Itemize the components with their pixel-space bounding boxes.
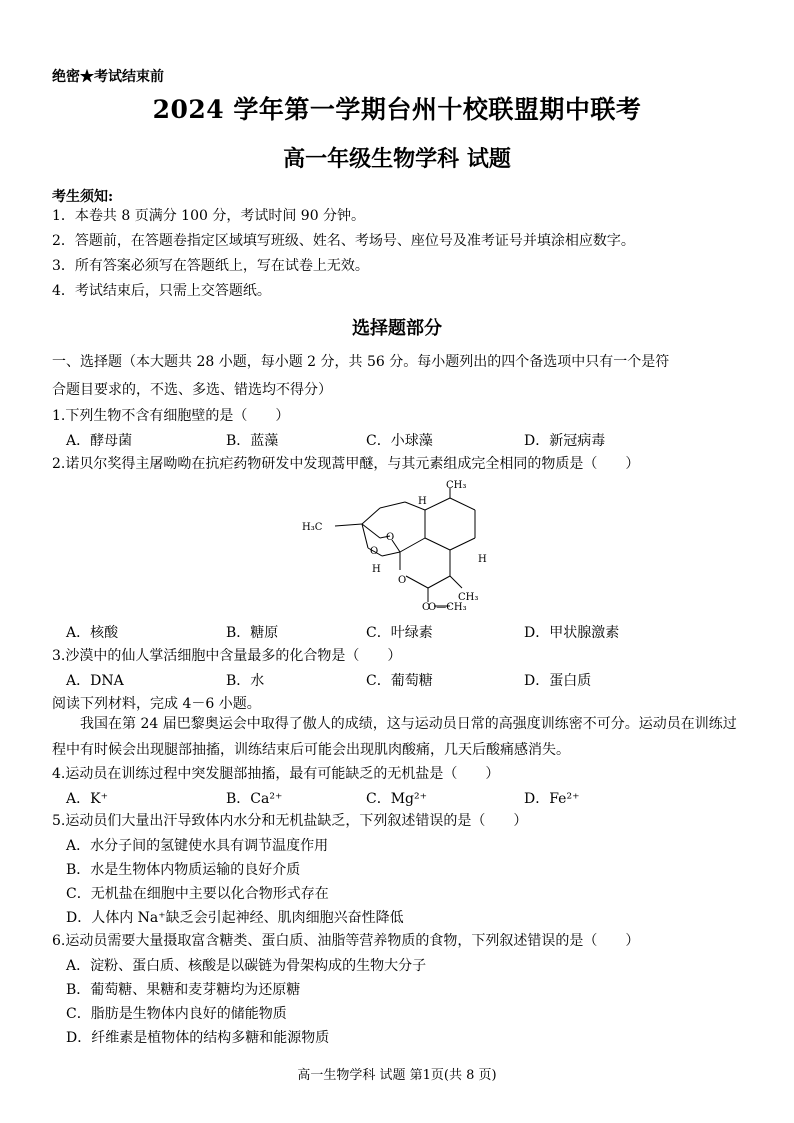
q5-option-d: D．人体内 Na⁺缺乏会引起神经、肌肉细胞兴奋性降低 <box>66 910 404 926</box>
q1-option-b: B．蓝藻 <box>226 433 279 449</box>
q3-option-d: D．蛋白质 <box>524 673 592 689</box>
q1-option-d: D．新冠病毒 <box>524 433 606 449</box>
label-och3: O—CH₃ <box>428 602 467 613</box>
question-3-stem: 3.沙漠中的仙人掌活细胞中含量最多的化合物是（ ） <box>52 648 402 664</box>
artemether-structure-diagram <box>300 480 500 615</box>
exam-subtitle: 高一年级生物学科 试题 <box>283 146 511 172</box>
q6-option-b: B．葡萄糖、果糖和麦芽糖均为还原糖 <box>66 982 301 998</box>
question-4-stem: 4.运动员在训练过程中突发腿部抽搐，最有可能缺乏的无机盐是（ ） <box>52 766 500 782</box>
reading-intro: 阅读下列材料，完成 4－6 小题。 <box>52 696 261 712</box>
q3-option-c: C．葡萄糖 <box>366 673 433 689</box>
notice-item: 4．考试结束后，只需上交答题纸。 <box>52 283 271 299</box>
q5-option-c: C．无机盐在细胞中主要以化合物形式存在 <box>66 886 329 902</box>
question-5-stem: 5.运动员们大量出汗导致体内水分和无机盐缺乏，下列叙述错误的是（ ） <box>52 813 528 829</box>
q1-option-c: C．小球藻 <box>366 433 433 449</box>
label-o1: O <box>386 532 395 543</box>
notice-heading: 考生须知: <box>52 189 114 205</box>
q6-option-a: A．淀粉、蛋白质、核酸是以碳链为骨架构成的生物大分子 <box>66 958 427 974</box>
q2-option-c: C．叶绿素 <box>366 625 433 641</box>
label-o3: O <box>398 575 407 586</box>
label-h-right: H <box>478 554 487 565</box>
label-o2: O <box>370 546 379 557</box>
question-6-stem: 6.运动员需要大量摄取富含糖类、蛋白质、油脂等营养物质的食物，下列叙述错误的是（ ） <box>52 933 640 949</box>
q6-option-d: D．纤维素是植物体的结构多糖和能源物质 <box>66 1030 330 1046</box>
q3-option-b: B．水 <box>226 673 265 689</box>
q1-option-a: A．酵母菌 <box>66 433 133 449</box>
q4-option-d: D．Fe²⁺ <box>524 791 580 807</box>
q6-option-c: C．脂肪是生物体内良好的储能物质 <box>66 1006 287 1022</box>
q4-option-c: C．Mg²⁺ <box>366 791 428 807</box>
notice-item: 3．所有答案必须写在答题纸上，写在试卷上无效。 <box>52 258 369 274</box>
notice-item: 1．本卷共 8 页满分 100 分，考试时间 90 分钟。 <box>52 208 366 224</box>
question-2-stem: 2.诺贝尔奖得主屠呦呦在抗疟药物研发中发现蒿甲醚，与其元素组成完全相同的物质是（ ） <box>52 456 640 472</box>
notice-item: 2．答题前，在答题卷指定区域填写班级、姓名、考场号、座位号及准考证号并填涂相应数字。 <box>52 233 635 249</box>
label-h-top: H <box>418 496 427 507</box>
label-ch3-right: CH₃ <box>458 592 479 603</box>
q2-option-a: A．核酸 <box>66 625 119 641</box>
exam-title: 2024 学年第一学期台州十校联盟期中联考 <box>152 95 642 124</box>
instructions-line1: 一、选择题（本大题共 28 小题，每小题 2 分，共 56 分。每小题列出的四个备选项中只有一个是符 <box>52 354 670 370</box>
instructions-line2: 合题目要求的，不选、多选、错选均不得分） <box>52 382 332 398</box>
q4-option-b: B．Ca²⁺ <box>226 791 283 807</box>
q3-option-a: A．DNA <box>66 673 124 689</box>
label-h3c: H₃C <box>302 522 323 533</box>
q2-option-b: B．糖原 <box>226 625 279 641</box>
question-1-stem: 1.下列生物不含有细胞壁的是（ ） <box>52 408 290 424</box>
label-h-left: H <box>372 564 381 575</box>
confidential-label: 绝密★考试结束前 <box>52 69 164 85</box>
reading-passage: 我国在第 24 届巴黎奥运会中取得了傲人的成绩，这与运动员日常的高强度训练密不可分。运动员在训练过程中有时候会出现腿部抽搐，训练结束后可能会出现肌肉酸痛，几天后酸痛感消失。 <box>52 716 737 758</box>
q5-option-b: B．水是生物体内物质运输的良好介质 <box>66 862 301 878</box>
label-o4: O <box>422 602 431 613</box>
q4-option-a: A．K⁺ <box>66 791 108 807</box>
page-footer: 高一生物学科 试题 第1页(共 8 页) <box>297 1068 497 1083</box>
q2-option-d: D．甲状腺激素 <box>524 625 620 641</box>
q5-option-a: A．水分子间的氢键使水具有调节温度作用 <box>66 838 329 854</box>
section-title: 选择题部分 <box>352 318 442 339</box>
label-ch3-top: CH₃ <box>446 480 467 491</box>
